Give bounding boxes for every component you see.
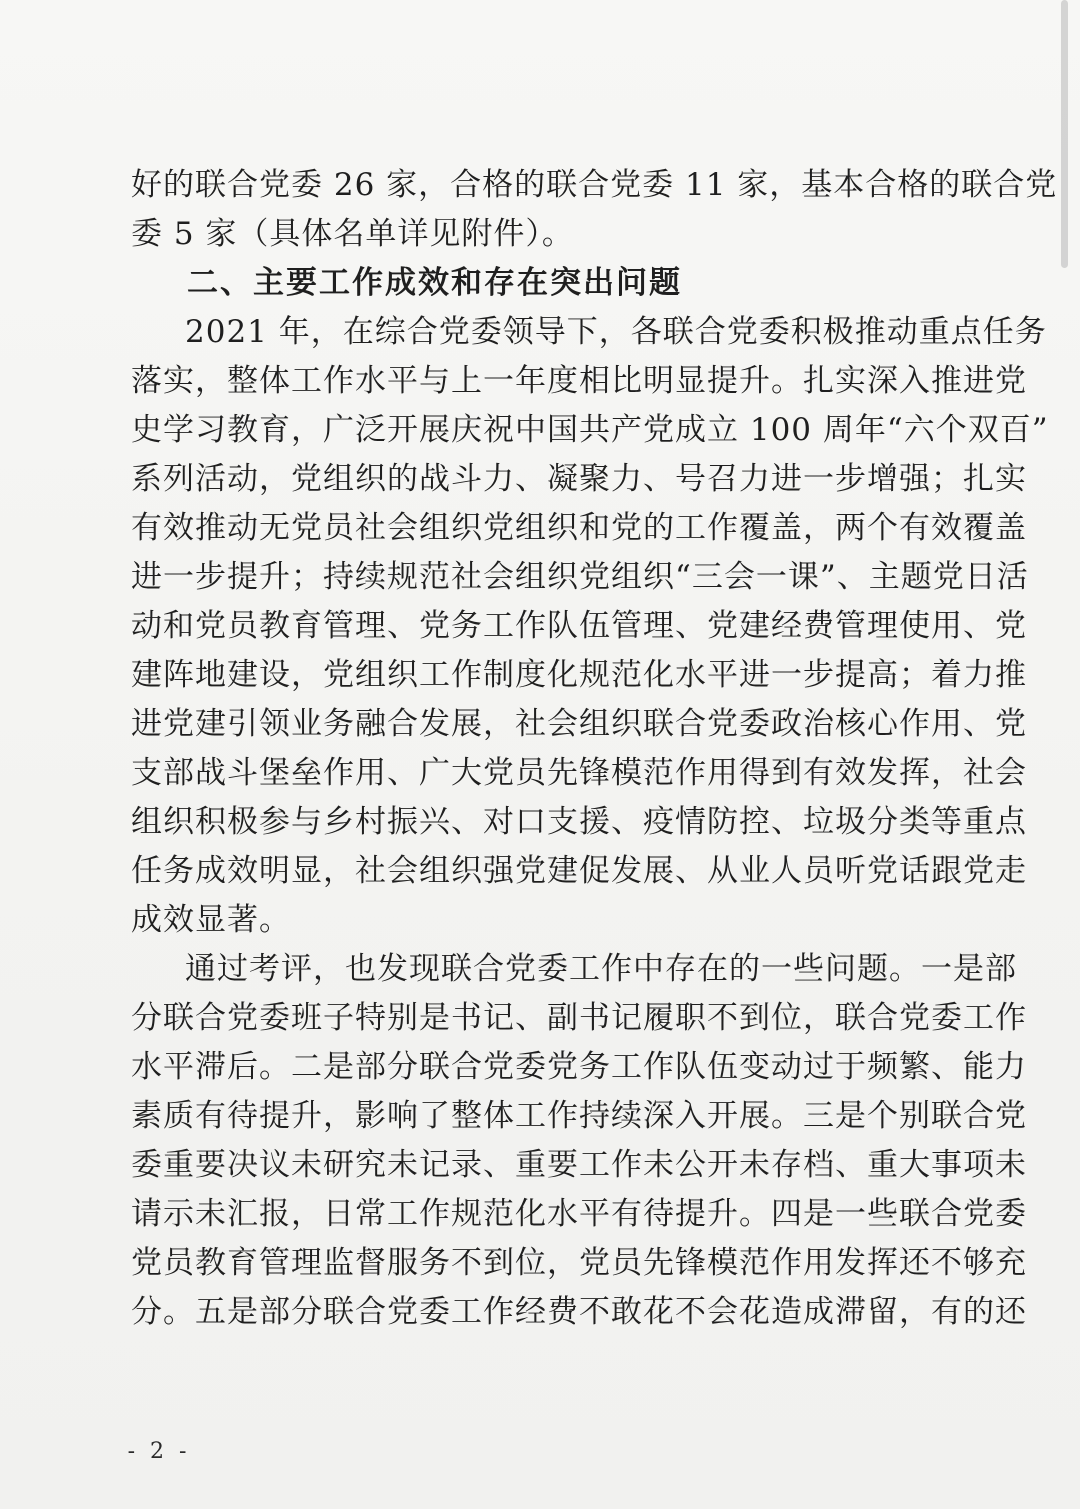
section-heading: 二、主要工作成效和存在突出问题: [187, 265, 682, 301]
body-line: 党员教育管理监督服务不到位，党员先锋模范作用发挥还不够充: [131, 1245, 1027, 1281]
body-line: 请示未汇报，日常工作规范化水平有待提升。四是一些联合党委: [131, 1196, 1027, 1232]
body-line: 支部战斗堡垒作用、广大党员先锋模范作用得到有效发挥，社会: [131, 755, 1027, 791]
body-line: 系列活动，党组织的战斗力、凝聚力、号召力进一步增强；扎实: [131, 461, 1027, 497]
body-line: 分。五是部分联合党委工作经费不敢花不会花造成滞留，有的还: [131, 1294, 1027, 1330]
page-number: - 2 -: [127, 1439, 191, 1464]
body-line: 委重要决议未研究未记录、重要工作未公开未存档、重大事项未: [131, 1147, 1027, 1183]
body-line: 任务成效明显，社会组织强党建促发展、从业人员听党话跟党走: [131, 853, 1027, 889]
paragraph-first-line: 通过考评，也发现联合党委工作中存在的一些问题。一是部: [185, 951, 1017, 987]
body-line: 委 5 家（具体名单详见附件）。: [131, 216, 574, 252]
body-line: 分联合党委班子特别是书记、副书记履职不到位，联合党委工作: [131, 1000, 1027, 1036]
body-line: 有效推动无党员社会组织党组织和党的工作覆盖，两个有效覆盖: [131, 510, 1027, 546]
body-line: 进党建引领业务融合发展，社会组织联合党委政治核心作用、党: [131, 706, 1027, 742]
body-line: 史学习教育，广泛开展庆祝中国共产党成立 100 周年“六个双百”: [131, 412, 1049, 448]
body-line: 好的联合党委 26 家，合格的联合党委 11 家，基本合格的联合党: [131, 167, 1058, 203]
body-line: 成效显著。: [131, 902, 291, 938]
body-line: 组织积极参与乡村振兴、对口支援、疫情防控、垃圾分类等重点: [131, 804, 1027, 840]
vertical-scrollbar[interactable]: [1061, 0, 1068, 268]
body-line: 建阵地建设，党组织工作制度化规范化水平进一步提高；着力推: [131, 657, 1027, 693]
body-line: 素质有待提升，影响了整体工作持续深入开展。三是个别联合党: [131, 1098, 1027, 1134]
body-line: 水平滞后。二是部分联合党委党务工作队伍变动过于频繁、能力: [131, 1049, 1027, 1085]
body-line: 动和党员教育管理、党务工作队伍管理、党建经费管理使用、党: [131, 608, 1027, 644]
paragraph-first-line: 2021 年，在综合党委领导下，各联合党委积极推动重点任务: [185, 314, 1047, 350]
body-line: 落实，整体工作水平与上一年度相比明显提升。扎实深入推进党: [131, 363, 1027, 399]
body-line: 进一步提升；持续规范社会组织党组织“三会一课”、主题党日活: [131, 559, 1029, 595]
